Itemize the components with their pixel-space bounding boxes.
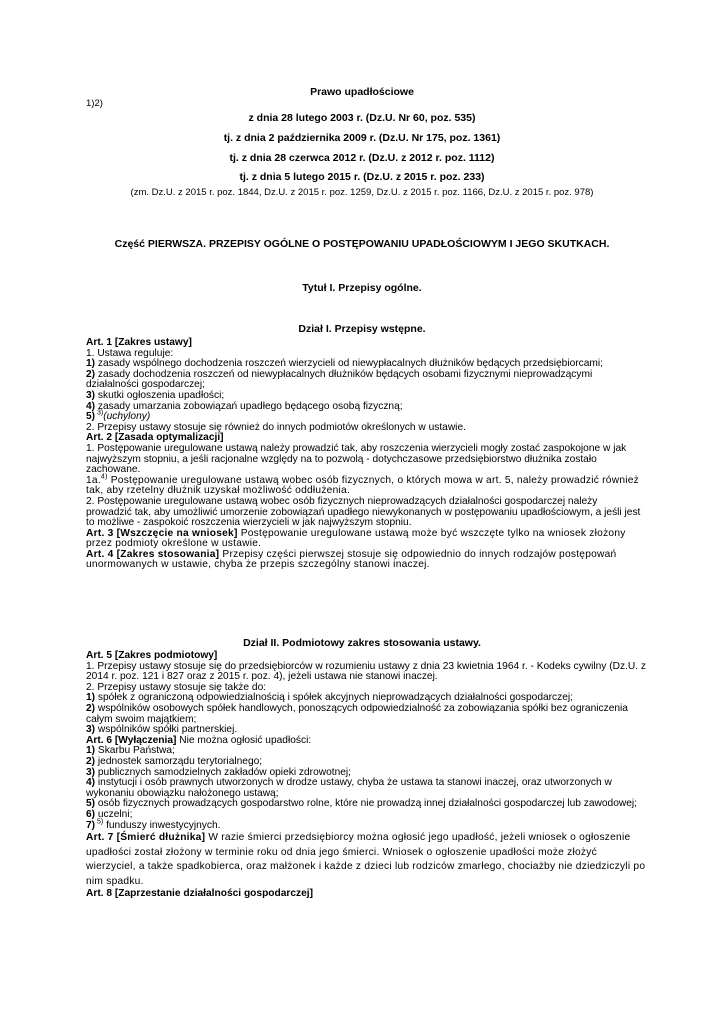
- art4: [86, 550, 646, 571]
- art1-item-2: [86, 370, 646, 391]
- item-number: 2): [86, 755, 96, 767]
- document-title: Prawo upadłościowe: [310, 86, 414, 98]
- art7: [86, 831, 646, 889]
- art6-title: Art. 6 [Wyłączenia]: [86, 734, 177, 746]
- art6-intro: Nie można ogłosić upadłości:: [176, 734, 312, 746]
- title-heading: Tytuł I. Przepisy ogólne.: [302, 282, 422, 294]
- item-text: uczelni;: [95, 808, 133, 820]
- art2-para-2: 2. Postępowanie uregulowane ustawą wobec osób fizycznych nieprowadzących działalności gospodarczej należy prowadzić tak, aby umożliwić umorzenie zobowiązań upadłego niewykonanych w postępowaniu upadłościowym, a jeśli jest to możliwe - zaspokoić roszczenia wierzycieli w jak najwyższym stopniu.: [86, 495, 641, 529]
- art1-title: Art. 1 [Zakres ustawy]: [86, 337, 192, 348]
- art1-para-2: 2. Przepisy ustawy stosuje się również do innych podmiotów określonych w ustawie.: [86, 421, 466, 433]
- item-text: Skarbu Państwa;: [95, 745, 175, 757]
- item-text: funduszy inwestycyjnych.: [103, 819, 221, 831]
- item-number: 5): [86, 411, 96, 423]
- item-number: 2): [86, 368, 96, 380]
- item-number: 3): [86, 389, 96, 401]
- division-heading-2: Dział II. Podmiotowy zakres stosowania ustawy.: [243, 637, 481, 649]
- item-text: skutki ogłoszenia upadłości;: [95, 389, 225, 401]
- art5-para-1: 1. Przepisy ustawy stosuje się do przedsiębiorców w rozumieniu ustawy z dnia 23 kwietnia 1964 r. - Kodeks cywilny (Dz.U. z 2014 r. poz. 121 i 827 oraz z 2015 r. poz. 4), jeżeli ustawa nie stanowi inaczej.: [86, 660, 646, 683]
- item-number: 4): [86, 777, 96, 789]
- item-number: 3): [86, 724, 96, 736]
- section-1-body: [86, 338, 646, 571]
- item-text: zasady umarzania zobowiązań upadłego będącego osobą fizyczną;: [95, 400, 403, 412]
- division-heading-1: Dział I. Przepisy wstępne.: [298, 323, 426, 335]
- item-number: 2): [86, 702, 96, 714]
- item-text: zasady dochodzenia roszczeń od niewypłacalnych dłużników będących osobami fizycznymi nieprowadzącymi działalności gospodarczej;: [86, 368, 593, 391]
- footnote-ref: 1)2): [86, 98, 103, 109]
- item-number: 7): [86, 819, 96, 831]
- item-text: zasady wspólnego dochodzenia roszczeń wierzycieli od niewypłacalnych dłużników będących przedsiębiorcami;: [95, 358, 604, 370]
- art3-title: Art. 3 [Wszczęcie na wniosek]: [86, 527, 238, 539]
- art6-item-4: [86, 778, 646, 799]
- item-number: 1): [86, 692, 96, 704]
- item-text: publicznych samodzielnych zakładów opieki zdrowotnej;: [95, 766, 352, 778]
- item-number: 6): [86, 808, 96, 820]
- item-number: 1): [86, 358, 96, 370]
- art5-para-2: 2. Przepisy ustawy stosuje się także do:: [86, 681, 267, 693]
- art6-item-7: [86, 818, 646, 832]
- consolidated-text-2: tj. z dnia 28 czerwca 2012 r. (Dz.U. z 2012 r. poz. 1112): [229, 152, 495, 164]
- art3-text: Postępowanie uregulowane ustawą może być wszczęte tylko na wniosek złożony przez podmioty określone w ustawie.: [86, 527, 626, 550]
- art8-title: Art. 8 [Zaprzestanie działalności gospodarczej]: [86, 888, 314, 900]
- item-text: jednostek samorządu terytorialnego;: [95, 755, 263, 767]
- part-heading: Część PIERWSZA. PRZEPISY OGÓLNE O POSTĘPOWANIU UPADŁOŚCIOWYM I JEGO SKUTKACH.: [114, 238, 610, 250]
- art2-para-1: 1. Postępowanie uregulowane ustawą należy prowadzić tak, aby roszczenia wierzycieli mogły zostać zaspokojone w jak najwyższym stopniu, a jeśli racjonalne względy na to pozwolą - dotychczasowe przedsiębiorstwo dłużnika zostało zachowane.: [86, 442, 627, 476]
- amendments-line: (zm. Dz.U. z 2015 r. poz. 1844, Dz.U. z 2015 r. poz. 1259, Dz.U. z 2015 r. poz. 1166, Dz.U. z 2015 r. poz. 978): [130, 187, 594, 198]
- art1-item-4: [86, 402, 646, 413]
- art6-item-5: [86, 799, 646, 810]
- footnote-sup: 4): [100, 473, 108, 481]
- section-2-body: [86, 651, 646, 900]
- art4-title: Art. 4 [Zakres stosowania]: [86, 548, 220, 560]
- item-text: (uchylony): [103, 411, 151, 423]
- consolidated-text-3: tj. z dnia 5 lutego 2015 r. (Dz.U. z 2015 r. poz. 233): [239, 171, 485, 183]
- footnote-sup: 3): [95, 409, 104, 417]
- item-number: 5): [86, 798, 96, 810]
- art2-para-1a: [86, 473, 646, 497]
- art4-text: Przepisy części pierwszej stosuje się odpowiednio do innych rodzajów postępowań unormowanych w ustawie, chyba że przepis szczególny stanowi inaczej.: [86, 548, 617, 571]
- art1-line: 1. Ustawa reguluje:: [86, 347, 174, 359]
- art3: [86, 529, 646, 550]
- item-text: wspólników osobowych spółek handlowych, ponoszących odpowiedzialność za zobowiązania spółki bez ograniczenia całym swoim majątkiem;: [86, 702, 628, 725]
- item-text: osób fizycznych prowadzących gospodarstwo rolne, które nie prowadzą innej działalności gospodarczej lub zawodowej;: [95, 798, 637, 810]
- art7-text: W razie śmierci przedsiębiorcy można ogłosić jego upadłość, jeżeli wniosek o ogłoszenie upadłości został złożony w terminie roku od dnia jego śmierci. Wniosek o ogłoszenie upadłości może złożyć wierzyciel, a także spadkobierca, oraz małżonek i każde z dzieci lub rodziców zmarłego, chociażby nie dziedziczyli po nim spadku.: [86, 832, 646, 887]
- item-number: 1): [86, 745, 96, 757]
- consolidated-text-1: tj. z dnia 2 października 2009 r. (Dz.U. Nr 175, poz. 1361): [223, 132, 501, 144]
- para-number: 1a.: [86, 474, 101, 486]
- art7-title: Art. 7 [Śmierć dłużnika]: [86, 832, 206, 844]
- art5-item-2: [86, 704, 646, 725]
- act-date: z dnia 28 lutego 2003 r. (Dz.U. Nr 60, poz. 535): [248, 112, 476, 124]
- art2-title: Art. 2 [Zasada optymalizacji]: [86, 432, 224, 444]
- art5-title: Art. 5 [Zakres podmiotowy]: [86, 650, 218, 661]
- item-text: spółek z ograniczoną odpowiedzialnością i spółek akcyjnych nieprowadzących działalności gospodarczej;: [95, 692, 574, 704]
- item-number: 3): [86, 766, 96, 778]
- item-number: 4): [86, 400, 96, 412]
- para-text: Postępowanie uregulowane ustawą wobec osób fizycznych, o których mowa w art. 5, należy prowadzić również tak, aby rzetelny dłużnik uzyskał możliwość oddłużenia.: [86, 474, 640, 497]
- item-text: wspólników spółki partnerskiej.: [95, 724, 238, 736]
- footnote-sup: 5): [95, 818, 104, 826]
- item-text: instytucji i osób prawnych utworzonych w drodze ustawy, chyba że ustawa ta stanowi inaczej, oraz utworzonych w wykonaniu obowiązku nałożonego ustawą;: [86, 777, 612, 799]
